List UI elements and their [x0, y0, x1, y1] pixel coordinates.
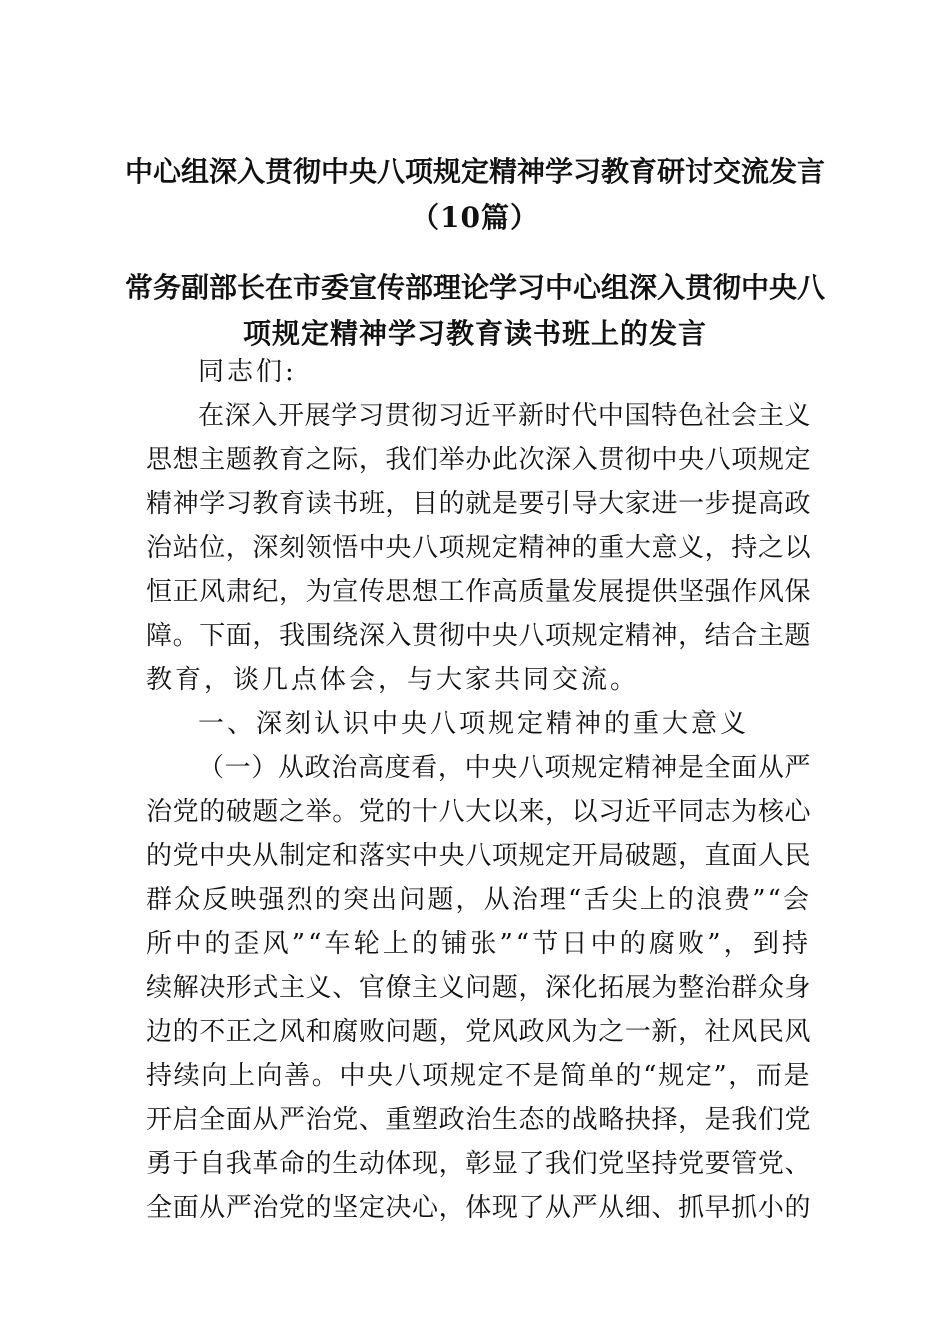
paragraph-line: 在深入开展学习贯彻习近平新时代中国特色社会主义 — [198, 401, 811, 431]
paragraph-line: 边的不正之风和腐败问题，党风政风为之一新，社风民风 — [146, 1017, 811, 1047]
paragraph-line: 群众反映强烈的突出问题，从治理“舌尖上的浪费”“会 — [146, 885, 811, 915]
paragraph-line: 全面从严治党的坚定决心，体现了从严从细、抓早抓小的 — [146, 1193, 811, 1223]
paragraph-line: 精神学习教育读书班，目的就是要引导大家进一步提高政 — [146, 489, 811, 519]
speech-title-line-2: 项规定精神学习教育读书班上的发言 — [242, 317, 707, 350]
paragraph-line: 勇于自我革命的生动体现，彰显了我们党坚持党要管党、 — [146, 1149, 811, 1179]
paragraph-line: 思想主题教育之际，我们举办此次深入贯彻中央八项规定 — [146, 445, 811, 475]
paragraph-line: 恒正风肃纪，为宣传思想工作高质量发展提供坚强作风保 — [146, 577, 811, 607]
speech-title-line-1: 常务副部长在市委宣传部理论学习中心组深入贯彻中央八 — [124, 271, 825, 304]
paragraph-line: （一）从政治高度看，中央八项规定精神是全面从严 — [198, 753, 811, 783]
section-heading: 一、深刻认识中央八项规定精神的重大意义 — [198, 709, 750, 739]
paragraph-line: 的党中央从制定和落实中央八项规定开局破题，直面人民 — [146, 841, 811, 871]
paragraph-line: 所中的歪风”“车轮上的铺张”“节日中的腐败”，到持 — [146, 929, 811, 959]
paragraph-line: 障。下面，我围绕深入贯彻中央八项规定精神，结合主题 — [146, 621, 811, 651]
document-title-line-1: 中心组深入贯彻中央八项规定精神学习教育研讨交流发言 — [124, 155, 825, 188]
paragraph-line: 治站位，深刻领悟中央八项规定精神的重大意义，持之以 — [146, 533, 811, 563]
paragraph-line: 持续向上向善。中央八项规定不是简单的“规定”，而是 — [146, 1061, 811, 1091]
paragraph-line: 治党的破题之举。党的十八大以来，以习近平同志为核心 — [146, 797, 811, 827]
salutation: 同志们: — [198, 357, 297, 387]
document-title-line-2: （10篇） — [411, 201, 539, 234]
paragraph-line: 续解决形式主义、官僚主义问题，深化拓展为整治群众身 — [146, 973, 811, 1003]
paragraph-line: 教育，谈几点体会，与大家共同交流。 — [146, 665, 640, 695]
paragraph-line: 开启全面从严治党、重塑政治生态的战略抉择，是我们党 — [146, 1105, 811, 1135]
